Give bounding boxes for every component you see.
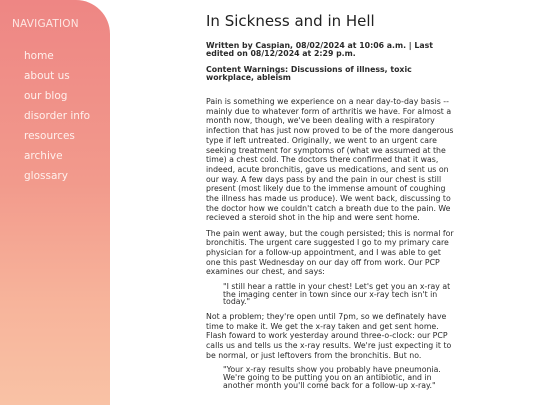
post-paragraph: Pain is something we experience on a near day-to-day basis -- mainly due to whatever form of arthritis we have. For almost a month now, though, we've been dealing with a respiratory infection that has just now proved to be of the more dangerous type if left untreated. Originally, we went to an urgent care seeking treatment for symptoms of (what we assumed at the time) a chest cold. The doctors there confirmed that it was, indeed, acute bronchitis, gave us medications, and sent us on our way. A few days pass by and the pain in our chest is still present (most likely due to the immense amount of coughing the illness has made us produce). We went back, discussing to the doctor how we couldn't catch a breath due to the pain. We recieved a steroid shot in the hip and were sent home. (206, 97, 454, 223)
nav-link-glossary[interactable]: glossary (24, 170, 68, 182)
nav-link-our-blog[interactable]: our blog (24, 90, 68, 102)
sidebar (0, 0, 110, 405)
post-byline: Written by Caspian, 08/02/2024 at 10:06 a.m. | Last edited on 08/12/2024 at 2:29 p.m. (206, 41, 433, 58)
nav-link-resources[interactable]: resources (24, 130, 75, 142)
nav-link-disorder-info[interactable]: disorder info (24, 110, 91, 122)
navigation-heading: NAVIGATION (12, 18, 79, 30)
quote-block: "I still hear a rattle in your chest! Let's get you an x-ray at the imaging center in town since our x-ray tech isn't in today." (223, 281, 451, 307)
nav-list (24, 50, 90, 190)
post-paragraph: The pain went away, but the cough persisted; this is normal for bronchitis. The urgent care suggested I go to my primary care physician for a follow-up appointment, and I was able to get one this past Wednesday on our day off from work. Our PCP examines our chest, and says: (206, 228, 454, 277)
post-paragraph: Not a problem; they're open until 7pm, so we definately have time to make it. We get the x-ray taken and get sent home. Flash foward to work yesterday around three-o-clock: our PCP calls us and tells us the x-ray results. We're just expecting it to be normal, or just leftovers from the bronchitis. But no. (206, 311, 452, 360)
quote-block: "Your x-ray results show you probably have pneumonia. We're going to be putting you on an antibiotic, and in another month you'll come back for a follow-up x-ray." (223, 364, 441, 390)
nav-link-home[interactable]: home (24, 50, 54, 62)
content-warning: Content Warnings: Discussions of illness, toxic workplace, ableism (206, 65, 412, 82)
blog-post (206, 12, 454, 395)
nav-link-about-us[interactable]: about us (24, 70, 70, 82)
nav-link-archive[interactable]: archive (24, 150, 63, 162)
post-title: In Sickness and in Hell (206, 12, 375, 30)
